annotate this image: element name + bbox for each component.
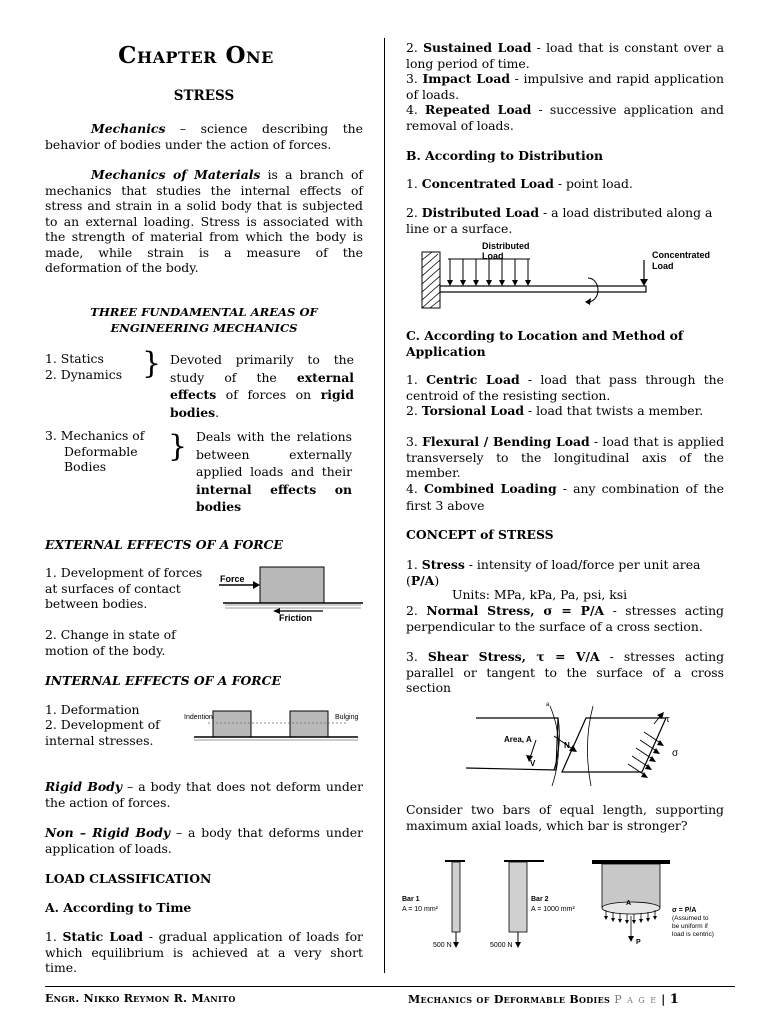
centric-load-definition: 1. Centric Load - load that pass through the centroid of the resisting section. (406, 372, 724, 403)
sigma-formula-label: σ = P/A (672, 907, 697, 914)
torsional-load-definition: 2. Torsional Load - load that twists a member. (406, 403, 704, 418)
p-label: P (636, 939, 641, 946)
n-label: N (564, 741, 570, 750)
distributed-load-definition: 2. Distributed Load - a load distributed along a line or a surface. (406, 205, 713, 236)
mechanics-of-materials-definition: Mechanics of Materials is a branch of mechanics that studies the internal effects of stress and strain in a solid body that is subjected to an external loading. Stress is associated with the strength of material from which the body is made, while strain is a measure of the deformation of the body. (45, 167, 363, 275)
statics-item: 1. Statics (45, 351, 104, 366)
deformation-figure (180, 705, 363, 745)
footer-separator: | (661, 993, 666, 1006)
external-effect-2: 2. Change in state of motion of the body. (45, 627, 176, 658)
footer-course: Mechanics of Deformable Bodies P a g e | 1 (408, 992, 680, 1007)
friction-label: Friction (279, 613, 312, 623)
page-number: 1 (669, 992, 680, 1007)
according-to-distribution-heading: B. According to Distribution (406, 148, 604, 163)
distributed-label-2: Load (482, 251, 504, 261)
static-load-definition: 1. Static Load - gradual application of loads for which equilibrium is achieved at a very short time. (45, 929, 363, 975)
indention-label: Indention (184, 714, 213, 721)
distribution-figure (420, 240, 720, 312)
v-label: V (530, 759, 536, 768)
bulging-label: Bulging (335, 714, 359, 721)
shear-stress-definition: 3. Shear Stress, τ = V/A - stresses acting parallel or tangent to the surface of a cross section (406, 649, 725, 695)
repeated-load-definition: 4. Repeated Load - successive application and removal of loads. (406, 102, 724, 133)
assumed-note-2: be uniform if (672, 923, 708, 930)
page-word: P a g e (614, 993, 658, 1006)
deformable-description: Deals with the relations between externally applied loads and their internal effects on bodies (196, 429, 352, 514)
section-title: STRESS (173, 88, 235, 104)
concentrated-label-2: Load (652, 261, 674, 271)
comparison-question: Consider two bars of equal length, supporting maximum axial loads, which bar is stronger? (406, 802, 724, 833)
internal-effects-heading: INTERNAL EFFECTS OF A FORCE (45, 673, 281, 688)
force-friction-figure (213, 555, 363, 631)
bar2-label: Bar 2 (531, 896, 549, 903)
footer-author: Engr. Nikko Reymon R. Manito (45, 992, 236, 1005)
dynamics-item: 2. Dynamics (45, 367, 123, 382)
internal-effect-2: 2. Development of internal stresses. (45, 717, 160, 748)
rigid-body-definition: Rigid Body – a body that does not deform under the action of forces. (45, 779, 364, 810)
fundamental-areas-heading: THREE FUNDAMENTAL AREAS OF ENGINEERING MECHANICS (90, 305, 318, 335)
statics-dynamics-description: Devoted primarily to the study of the external effects of forces on rigid bodies. (170, 352, 354, 420)
mechanics-definition: Mechanics – science describing the behavior of bodies under the action of forces. (45, 121, 363, 152)
load-classification-heading: LOAD CLASSIFICATION (45, 871, 212, 886)
impact-load-definition: 3. Impact Load - impulsive and rapid application of loads. (406, 71, 724, 102)
area-label: Area, A (504, 735, 532, 744)
bars-comparison-figure (400, 858, 730, 963)
assumed-note-3: load is centric) (672, 931, 714, 938)
bar1-area: A = 10 mm² (402, 906, 438, 913)
stress-section-figure (458, 700, 698, 788)
concept-of-stress-heading: CONCEPT of STRESS (406, 527, 554, 542)
internal-effect-1: 1. Deformation (45, 702, 140, 717)
load1-label: 500 N (433, 942, 452, 949)
flexural-load-definition: 3. Flexural / Bending Load - load that is applied transversely to the longitudinal axis of the member. (406, 434, 725, 480)
stress-definition: 1. Stress - intensity of load/force per unit area (P/A) (406, 557, 701, 588)
column-divider (384, 38, 385, 973)
normal-stress-definition: 2. Normal Stress, σ = P/A - stresses acting perpendicular to the surface of a cross section. (406, 603, 724, 634)
sigma-label: σ (672, 748, 679, 759)
distributed-label: Distributed (482, 241, 530, 251)
non-rigid-body-definition: Non – Rigid Body – a body that deforms under application of loads. (45, 825, 364, 856)
tau-label: τ (666, 714, 670, 724)
load2-label: 5000 N (490, 942, 513, 949)
bar1-label: Bar 1 (402, 896, 420, 903)
external-effect-1: 1. Development of forces at surfaces of contact between bodies. (45, 565, 203, 611)
cylinder-a-label: A (626, 900, 632, 907)
deformable-bodies-item: 3. Mechanics of Deformable Bodies (45, 428, 145, 474)
brace-icon: } (168, 429, 188, 464)
stress-units: Units: MPa, kPa, Pa, psi, ksi (452, 587, 628, 602)
combined-loading-definition: 4. Combined Loading - any combination of the first 3 above (406, 481, 724, 513)
sustained-load-definition: 2. Sustained Load - load that is constant over a long period of time. (406, 40, 724, 71)
external-effects-heading: EXTERNAL EFFECTS OF A FORCE (45, 537, 283, 552)
bar2-area: A = 1000 mm² (531, 906, 575, 913)
concentrated-label: Concentrated (652, 250, 711, 260)
chapter-title: Chapter One (118, 42, 274, 69)
according-to-time-heading: A. According to Time (45, 900, 192, 915)
concentrated-load-definition: 1. Concentrated Load - point load. (406, 176, 633, 191)
brace-icon: } (142, 346, 162, 381)
a-label: a (546, 702, 550, 708)
according-to-location-heading: C. According to Location and Method of Application (406, 328, 684, 359)
force-label: Force (220, 574, 245, 584)
footer-rule (45, 986, 735, 987)
assumed-note-1: (Assumed to (672, 915, 709, 922)
